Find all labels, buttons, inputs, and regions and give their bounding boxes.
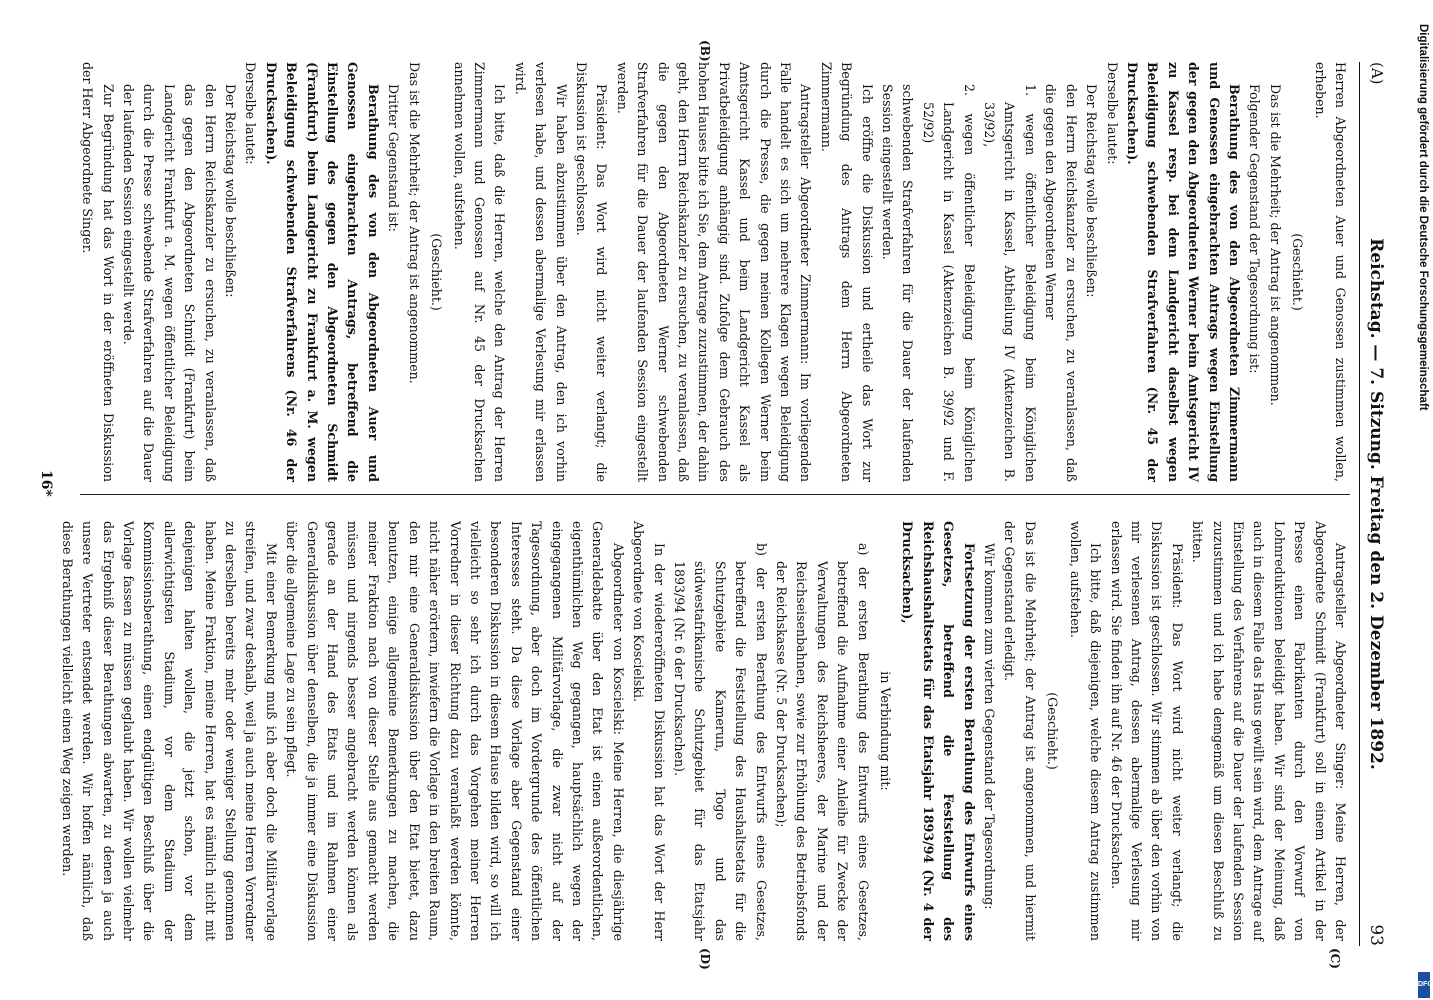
left-column (68, 62, 1350, 482)
left-column-paragraph: Präsident: Das Wort wird nicht weiter verlangt; die Diskussion ist geschlossen. (573, 62, 610, 482)
right-column-paragraph: In der wiedereröffneten Diskussion hat das Wort der Herr Abgeordnete von Koscielski. (631, 521, 667, 941)
left-column-paragraph: Berathung des von den Abgeordneten Zimmermann und Genossen eingebrachten Antrags wegen Einstellung der gegen den Abgeordneten Werner beim Amtsgericht IV zu Kassel resp. bei dem Landgericht daselbst wegen Beleidigung schwebenden Strafverfahren (Nr. 45 der Drucksachen). (1124, 62, 1242, 482)
right-column-paragraph: Wir kommen zum vierten Gegenstand der Tagesordnung: (982, 543, 998, 910)
right-column-paragraph: Mit einer Bemerkung muß ich aber doch die Militärvorlage streifen, und zwar deshalb, weil ja auch meine Herren Vorredner zu derselben bereits mehr oder weniger Stellung genommen haben. Meine Fraktion, meine Herren, hat es nämlich nicht mit denjenigen halten wollen, die jetzt schon, vor dem allerwichtigsten Stadium, vor dem Stadium der Kommissionsberathung, einen endgültigen Beschluß über die Vorlage fassen zu müssen geglaubt haben. Wir wollen vielmehr das Ergebniß dieser Berathungen abwarten, zu denen ja auch unsere Vertreter entsendet werden. Wir hoffen nämlich, daß diese Berathungen vielleicht einen Weg zeigen werden. (59, 521, 279, 941)
left-column-paragraph: Der Reichstag wolle beschließen: (1084, 84, 1100, 298)
right-column-paragraph: in Verbindung mit: (878, 671, 894, 791)
left-column-paragraph: Berathung des von den Abgeordneten Auer und Genossen eingebrachten Antrags, betreffend die Einstellung des gegen den Abgeordneten Schmidt (Frankfurt) beim Landgericht zu Frankfurt a. M. wegen Beleidigung schwebenden Strafverfahrens (Nr. 46 der Drucksachen). (263, 62, 381, 482)
left-column-paragraph: Ich bitte, daß die Herren, welche den Antrag der Herren Zimmermann und Genossen auf Nr. 45 der Drucksachen annehmen wollen, aufstehen. (451, 62, 508, 482)
header-margin-mark: (A) (1368, 62, 1386, 85)
left-column-paragraph: (Geschieht.) (429, 233, 445, 311)
right-column-paragraph: b) der ersten Berathung des Entwurfs eines Gesetzes, betreffend die Feststellung des Haushaltsetats für die Schutzgebiete Kamerun, Togo und das südwestafrikanische Schutzgebiet für das Etatsjahr 1893/94 (Nr. 6 der Drucksachen). (672, 543, 769, 941)
left-column-paragraph: Ich eröffne die Diskussion und ertheile das Wort zur Begründung des Antrags dem Herrn Abgeordneten Zimmermann. (818, 62, 875, 482)
left-column-paragraph: Folgender Gegenstand der Tagesordnung ist: (1247, 84, 1263, 374)
left-column-paragraph: Der Reichstag wolle beschließen: (223, 84, 239, 298)
left-column-paragraph: Wir haben abzustimmen über den Antrag, den ich vorhin verlesen habe, und dessen abermalige Verlesung mir erlassen wird. (512, 62, 569, 482)
left-column-paragraph: Herren Abgeordneten Auer und Genossen zustimmen wollen, erheben. (1312, 62, 1348, 482)
page-number: 93 (1366, 924, 1386, 946)
margin-mark-c: (C) (1328, 948, 1342, 969)
right-column-paragraph: a) der ersten Berathung des Entwurfs eines Gesetzes, betreffend die Aufnahme einer Anleihe für Zwecke der Verwaltungen des Reichsheeres, der Marine und der Reichseisenbahnen, sowie zur Erhöhung des Betriebsfonds der Reichskasse (Nr. 5 der Drucksachen); (774, 543, 871, 941)
left-column-paragraph: den Herrn Reichskanzler zu ersuchen, zu veranlassen, daß die gegen den Abgeordneten Werner (1043, 84, 1079, 482)
right-column-paragraph: Präsident: Das Wort wird nicht weiter verlangt; die Diskussion ist geschlossen. Wir stimmen ab über den vorhin von mir verlesenen Antrag, dessen abermalige Verlesung mir erlassen wird. Sie finden ihn auf Nr. 46 der Drucksachen. (1108, 521, 1185, 941)
dfg-logo: DFG (1418, 972, 1430, 998)
left-column-paragraph: Zur Begründung hat das Wort in der eröffneten Diskussion der Herr Abgeordnete Singer. (80, 62, 116, 482)
page-header (1359, 62, 1390, 946)
left-column-paragraph: Dritter Gegenstand ist: (386, 84, 402, 232)
right-column-paragraph: Fortsetzung der ersten Berathung des Entwurfs eines Gesetzes, betreffend die Feststellung des Reichshaushaltsetats für das Etatsjahr 1893/94 (Nr. 4 der Drucksachen), (900, 521, 977, 941)
header-title: Reichstag. — 7. Sitzung. Freitag den 2. Dezember 1892. (1366, 238, 1386, 770)
margin-mark-d: (D) (698, 948, 712, 970)
left-column-paragraph: Antragsteller Abgeordneter Zimmermann: Im vorliegenden Falle handelt es sich um mehrere Klagen wegen Beleidigung durch die Presse, die gegen meinen Kollegen Werner beim Amtsgericht Kassel und beim Landgericht Kassel als Privatbeleidigung anhängig sind. Zufolge dem Gebrauch des hohen Hauses bitte ich Sie, dem Antrage zuzustimmen, der dahin geht, den Herrn Reichskanzler zu ersuchen, zu veranlassen, daß die gegen den Abgeordneten Werner schwebenden Strafverfahren für die Dauer der laufenden Session eingestellt werden. (614, 62, 814, 482)
left-column-paragraph: 1. wegen öffentlicher Beleidigung beim Königlichen Amtsgericht in Kassel, Abtheilung IV (Aktenzeichen B. 33/92), (982, 84, 1038, 482)
right-column (59, 521, 1350, 941)
column-divider (80, 494, 1350, 495)
left-column-paragraph: 2. wegen öffentlicher Beleidigung beim Königlichen Landgericht in Kassel (Aktenzeichen B. 39/92 und F. 52/92) (920, 84, 977, 482)
right-column-paragraph: (Geschieht.) (1045, 692, 1061, 770)
margin-mark-b: (B) (698, 40, 712, 62)
left-column-paragraph: schwebenden Strafverfahren für die Dauer der laufenden Session eingestellt werden. (880, 84, 916, 482)
left-column-paragraph: den Herrn Reichskanzler zu ersuchen, zu veranlassen, daß das gegen den Abgeordneten Schmidt (Frankfurt) beim Landgericht Frankfurt a. M. wegen öffentlicher Beleidigung durch die Presse schwebende Strafverfahren auf die Dauer der laufenden Session eingestellt werde. (121, 84, 218, 482)
right-column-paragraph: Abgeordneter von Koscielski: Meine Herren, die diesjährige Generaldebatte über den Etat ist einen außerordentlichen, eigenthümlichen Weg gegangen, hauptsächlich wegen der eingegangenen Militärvorlage, die zwar nicht auf der Tagesordnung, aber doch im Vordergrunde des öffentlichen Interesses steht. Da diese Vorlage aber Gegenstand einer besonderen Diskussion in diesem Hause bilden wird, so will ich vielleicht so sehr ich durch das Vorgehen meiner Herren Vorredner in dieser Richtung dazu veranlaßt werden könnte, nicht näher erörtern, inwiefern die Vorlage in den breiten Raum, den mir eine Generaldiskussion über den Etat bietet, dazu benutzen, einige allgemeine Bemerkungen zu machen, die meiner Fraktion nach von dieser Stelle aus gemacht werden müssen und nirgends besser angebracht werden können als gerade an der Hand des Etats und im Rahmen einer Generaldiskussion über denselben, die ja immer eine Diskussion über die allgemeine Lage zu sein pflegt. (284, 521, 626, 941)
digitization-credit: Digitalisierung gefördert durch die Deutsche Forschungsgemeinschaft (1417, 24, 1429, 411)
left-column-paragraph: Das ist die Mehrheit; der Antrag ist angenommen. (1267, 84, 1283, 406)
left-column-paragraph: Derselbe lautet: (1104, 62, 1120, 165)
left-column-paragraph: Derselbe lautet: (243, 62, 259, 165)
left-column-paragraph: Das ist die Mehrheit; der Antrag ist angenommen. (406, 62, 422, 384)
right-column-paragraph: Antragsteller Abgeordneter Singer: Meine Herren, der Abgeordnete Schmidt (Frankfurt) soll in einem Artikel in der Presse einen Fabrikanten durch den Vorwurf von Lohnreduktionen beleidigt haben. Wir sind der Meinung, daß auch in diesem Falle das Haus gewillt sein wird, dem Antrage auf Einstellung des Verfahrens auf die Dauer der laufenden Session zuzustimmen und ich habe demgemäß um diesen Beschluß zu bitten. (1190, 521, 1348, 941)
signature-mark: 16* (38, 470, 54, 497)
right-column-paragraph: Das ist die Mehrheit; der Antrag ist angenommen, und hiermit der Gegenstand erledigt. (1002, 521, 1038, 941)
left-column-paragraph: (Geschieht.) (1290, 233, 1306, 311)
right-column-paragraph: Ich bitte, daß diejenigen, welche diesem Antrag zustimmen wollen, aufstehen. (1067, 521, 1104, 941)
